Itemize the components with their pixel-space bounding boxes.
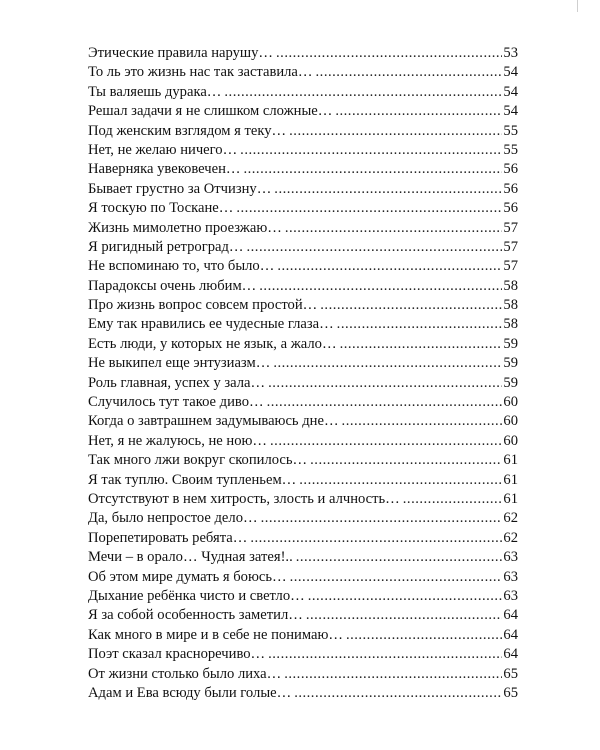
toc-entry-title: От жизни столько было лиха… <box>88 665 282 682</box>
toc-dot-leader <box>294 684 502 703</box>
toc-entry-page-number: 65 <box>503 684 518 701</box>
toc-entry <box>88 509 518 528</box>
toc-dot-leader <box>310 451 502 470</box>
toc-entry-title: Не вспоминаю то, что было… <box>88 258 275 275</box>
toc-entry <box>88 412 518 431</box>
toc-entry <box>88 626 518 645</box>
toc-entry-page-number: 63 <box>503 587 518 604</box>
page-edge-mark <box>577 0 578 12</box>
toc-entry-page-number: 54 <box>503 83 518 100</box>
toc-dot-leader <box>276 44 502 63</box>
toc-entry-title: Когда о завтрашнем задумываюсь дне… <box>88 413 339 430</box>
toc-entry <box>88 219 518 238</box>
toc-entry-page-number: 63 <box>503 549 518 566</box>
toc-entry <box>88 102 518 121</box>
toc-entry-page-number: 61 <box>503 471 518 488</box>
toc-entry-title: Случилось тут такое диво… <box>88 394 264 411</box>
toc-dot-leader <box>290 568 503 587</box>
toc-entry <box>88 199 518 218</box>
toc-entry-page-number: 54 <box>503 103 518 120</box>
toc-entry-page-number: 64 <box>503 646 518 663</box>
toc-dot-leader <box>240 141 502 160</box>
toc-entry-page-number: 55 <box>503 122 518 139</box>
toc-entry-title: Наверняка увековечен… <box>88 161 241 178</box>
toc-entry-title: Адам и Ева всюду были голые… <box>88 684 292 701</box>
toc-entry-title: Под женским взглядом я теку… <box>88 122 287 139</box>
toc-entry <box>88 645 518 664</box>
toc-entry-page-number: 59 <box>503 355 518 372</box>
toc-entry <box>88 296 518 315</box>
toc-entry-title: Нет, не желаю ничего… <box>88 141 238 158</box>
toc-entry-title: Есть люди, у которых не язык, а жало… <box>88 335 337 352</box>
toc-entry-title: Я тоскую по Тоскане… <box>88 200 234 217</box>
toc-entry-title: Решал задачи я не слишком сложные… <box>88 103 333 120</box>
toc-entry <box>88 684 518 703</box>
toc-entry-page-number: 55 <box>503 141 518 158</box>
toc-entry <box>88 277 518 296</box>
toc-dot-leader <box>270 432 502 451</box>
toc-entry <box>88 63 518 82</box>
toc-entry-title: Дыхание ребёнка чисто и светло… <box>88 587 305 604</box>
toc-dot-leader <box>277 257 502 276</box>
toc-entry-title: Бывает грустно за Отчизну… <box>88 180 272 197</box>
toc-entry <box>88 568 518 587</box>
toc-entry-page-number: 62 <box>503 510 518 527</box>
toc-dot-leader <box>320 296 502 315</box>
toc-entry-page-number: 64 <box>503 607 518 624</box>
toc-dot-leader <box>403 490 503 509</box>
toc-entry <box>88 83 518 102</box>
toc-entry <box>88 238 518 257</box>
toc-entry <box>88 44 518 63</box>
toc-entry-page-number: 60 <box>503 413 518 430</box>
toc-entry-title: Об этом мире думать я боюсь… <box>88 568 287 585</box>
toc-dot-leader <box>267 393 503 412</box>
toc-entry-title: Жизнь мимолетно проезжаю… <box>88 219 282 236</box>
toc-entry-page-number: 61 <box>503 452 518 469</box>
toc-entry-title: Так много лжи вокруг скопилось… <box>88 452 308 469</box>
toc-entry-page-number: 57 <box>503 258 518 275</box>
toc-entry <box>88 471 518 490</box>
toc-entry-page-number: 64 <box>503 626 518 643</box>
toc-dot-leader <box>273 354 502 373</box>
toc-entry-page-number: 53 <box>503 45 518 61</box>
toc-entry-page-number: 56 <box>503 200 518 217</box>
toc-entry-page-number: 61 <box>503 490 518 507</box>
toc-entry-title: Парадоксы очень любим… <box>88 277 257 294</box>
toc-entry <box>88 335 518 354</box>
toc-entry-title: Я за собой особенность заметил… <box>88 607 303 624</box>
toc-dot-leader <box>261 509 503 528</box>
toc-entry-title: Роль главная, успех у зала… <box>88 374 266 391</box>
toc-entry-page-number: 60 <box>503 394 518 411</box>
toc-entry-title: Порепетировать ребята… <box>88 529 248 546</box>
toc-entry-title: Я ригидный ретроград… <box>88 238 244 255</box>
toc-entry <box>88 606 518 625</box>
toc-dot-leader <box>285 219 503 238</box>
toc-entry-title: Ты валяешь дурака… <box>88 83 222 100</box>
toc-entry-page-number: 59 <box>503 374 518 391</box>
toc-entry-page-number: 56 <box>503 161 518 178</box>
toc-dot-leader <box>335 102 502 121</box>
toc-entry <box>88 257 518 276</box>
toc-entry-page-number: 60 <box>503 432 518 449</box>
toc-dot-leader <box>274 180 502 199</box>
toc-dot-leader <box>308 587 503 606</box>
toc-dot-leader <box>250 529 502 548</box>
toc-entry-title: То ль это жизнь нас так заставила… <box>88 64 313 81</box>
toc-entry-page-number: 58 <box>503 277 518 294</box>
toc-entry <box>88 432 518 451</box>
toc-entry-title: Этические правила нарушу… <box>88 45 274 61</box>
toc-entry <box>88 180 518 199</box>
toc-dot-leader <box>337 315 503 334</box>
toc-entry-title: Отсутствуют в нем хитрость, злость и алчность… <box>88 490 400 507</box>
toc-entry <box>88 490 518 509</box>
toc-dot-leader <box>268 645 502 664</box>
table-of-contents <box>88 44 518 703</box>
toc-entry-title: Я так туплю. Своим тупленьем… <box>88 471 297 488</box>
toc-entry-title: Ему так нравились ее чудесные глаза… <box>88 316 334 333</box>
toc-dot-leader <box>247 238 503 257</box>
toc-entry <box>88 374 518 393</box>
toc-entry-page-number: 65 <box>503 665 518 682</box>
toc-entry <box>88 587 518 606</box>
toc-dot-leader <box>316 63 503 82</box>
toc-dot-leader <box>340 335 503 354</box>
toc-dot-leader <box>289 122 502 141</box>
toc-entry <box>88 548 518 567</box>
toc-entry <box>88 315 518 334</box>
toc-dot-leader <box>259 277 502 296</box>
toc-dot-leader <box>306 606 503 625</box>
toc-entry-page-number: 56 <box>503 180 518 197</box>
toc-entry-page-number: 57 <box>503 219 518 236</box>
toc-entry <box>88 354 518 373</box>
toc-entry <box>88 665 518 684</box>
toc-entry-title: Про жизнь вопрос совсем простой… <box>88 297 318 314</box>
toc-entry-title: Поэт сказал красноречиво… <box>88 646 266 663</box>
toc-entry <box>88 529 518 548</box>
toc-entry <box>88 141 518 160</box>
toc-dot-leader <box>268 374 502 393</box>
toc-entry <box>88 160 518 179</box>
toc-dot-leader <box>342 412 503 431</box>
toc-entry-page-number: 58 <box>503 316 518 333</box>
toc-dot-leader <box>284 665 502 684</box>
toc-entry <box>88 451 518 470</box>
toc-dot-leader <box>299 471 502 490</box>
toc-entry-page-number: 57 <box>503 238 518 255</box>
toc-entry-page-number: 59 <box>503 335 518 352</box>
toc-entry-title: Мечи – в орало… Чудная затея!.. <box>88 549 293 566</box>
toc-entry-title: Да, было непростое дело… <box>88 510 258 527</box>
toc-entry-page-number: 63 <box>503 568 518 585</box>
toc-entry-title: Нет, я не жалуюсь, не ною… <box>88 432 268 449</box>
toc-dot-leader <box>224 83 502 102</box>
toc-entry-page-number: 54 <box>503 64 518 81</box>
toc-entry <box>88 393 518 412</box>
toc-dot-leader <box>296 548 503 567</box>
toc-dot-leader <box>243 160 502 179</box>
toc-entry <box>88 122 518 141</box>
toc-entry-page-number: 62 <box>503 529 518 546</box>
toc-entry-page-number: 58 <box>503 297 518 314</box>
toc-entry-title: Как много в мире и в себе не понимаю… <box>88 626 343 643</box>
toc-dot-leader <box>236 199 502 218</box>
toc-dot-leader <box>346 626 502 645</box>
toc-entry-title: Не выкипел еще энтузиазм… <box>88 355 271 372</box>
